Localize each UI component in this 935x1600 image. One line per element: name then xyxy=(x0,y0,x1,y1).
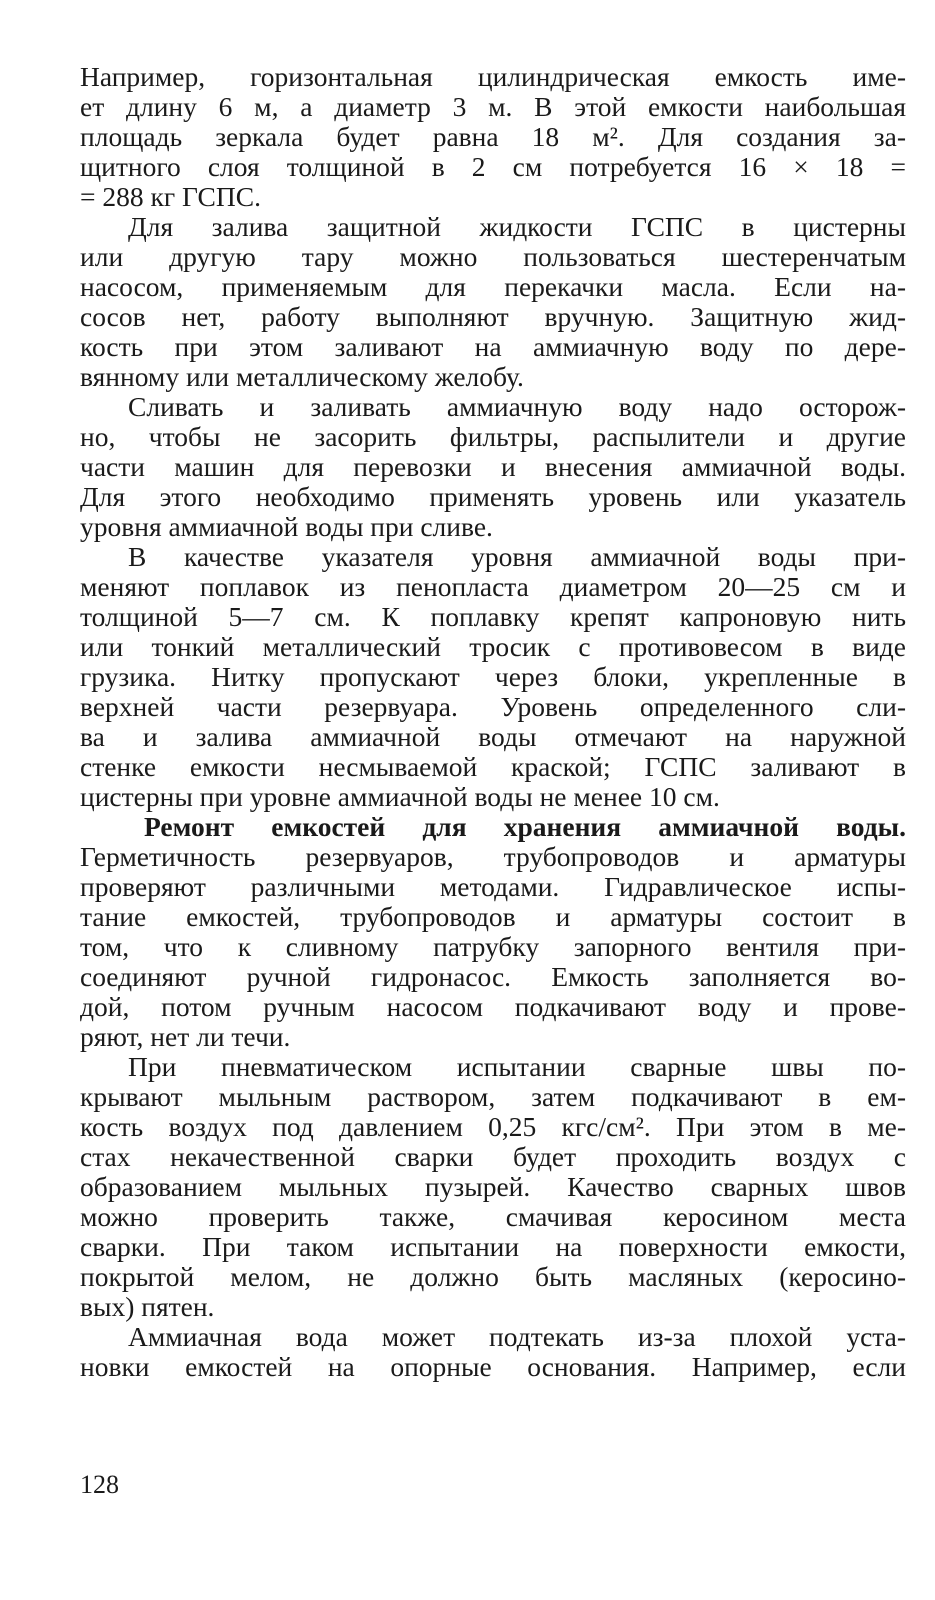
text-line: площадь зеркала будет равна 18 м². Для создания за- xyxy=(80,121,906,152)
text-line: грузика. Нитку пропускают через блоки, укрепленные в xyxy=(80,661,906,692)
text-line: стенке емкости несмываемой краской; ГСПС заливают в xyxy=(80,751,906,782)
page-number: 128 xyxy=(80,1470,119,1499)
text-line: кость при этом заливают на аммиачную воду по дере- xyxy=(80,331,906,362)
text-line: Герметичность резервуаров, трубопроводов и арматуры xyxy=(80,841,906,872)
text-line: новки емкостей на опорные основания. Например, если xyxy=(80,1351,906,1382)
text-line: проверяют различными методами. Гидравлическое испы- xyxy=(80,871,906,902)
text-line: части машин для перевозки и внесения аммиачной воды. xyxy=(80,451,906,482)
text-line: Аммиачная вода может подтекать из-за плохой уста- xyxy=(128,1321,906,1352)
text-line: можно проверить также, смачивая керосином места xyxy=(80,1201,906,1232)
text-line: соединяют ручной гидронасос. Емкость заполняется во- xyxy=(80,961,906,992)
paragraph xyxy=(80,1052,906,1322)
text-line: верхней части резервуара. Уровень определенного сли- xyxy=(80,691,906,722)
text-line: Сливать и заливать аммиачную воду надо осторож- xyxy=(128,391,906,422)
text-line: или тонкий металлический тросик с противовесом в виде xyxy=(80,631,906,662)
text-line: насосом, применяемым для перекачки масла. Если на- xyxy=(80,271,906,302)
page-text xyxy=(80,62,906,1382)
paragraph xyxy=(80,212,906,392)
text-line: кость воздух под давлением 0,25 кгс/см². При этом в ме- xyxy=(80,1111,906,1142)
section-heading-line xyxy=(80,812,906,842)
text-line: меняют поплавок из пенопласта диаметром 20—25 см и xyxy=(80,571,906,602)
text-line: При пневматическом испытании сварные швы по- xyxy=(128,1051,906,1082)
text-line: толщиной 5—7 см. К поплавку крепят капроновую нить xyxy=(80,601,906,632)
text-line: Для этого необходимо применять уровень или указатель xyxy=(80,481,906,512)
text-line: вянному или металлическому желобу. xyxy=(80,361,524,392)
text-line: образованием мыльных пузырей. Качество сварных швов xyxy=(80,1171,906,1202)
text-line: тание емкостей, трубопроводов и арматуры состоит в xyxy=(80,901,906,932)
text-line: стах некачественной сварки будет проходить воздух с xyxy=(80,1141,906,1172)
text-line: покрытой мелом, не должно быть масляных (керосино- xyxy=(80,1261,906,1292)
text-line: щитного слоя толщиной в 2 см потребуется 16 × 18 = xyxy=(80,151,906,182)
text-line: крывают мыльным раствором, затем подкачивают в ем- xyxy=(80,1081,906,1112)
text-line: уровня аммиачной воды при сливе. xyxy=(80,511,493,542)
paragraph xyxy=(80,542,906,812)
text-line: сосов нет, работу выполняют вручную. Защитную жид- xyxy=(80,301,906,332)
section-heading: Ремонт емкостей для хранения аммиачной воды. xyxy=(144,811,906,842)
text-line: = 288 кг ГСПС. xyxy=(80,181,261,212)
text-line: В качестве указателя уровня аммиачной воды при- xyxy=(128,541,906,572)
text-line: дой, потом ручным насосом подкачивают воду и прове- xyxy=(80,991,906,1022)
text-line: том, что к сливному патрубку запорного вентиля при- xyxy=(80,931,906,962)
text-line: вых) пятен. xyxy=(80,1291,215,1322)
text-line: сварки. При таком испытании на поверхности емкости, xyxy=(80,1231,906,1262)
section-repair xyxy=(80,812,906,1052)
text-line: Например, горизонтальная цилиндрическая емкость име- xyxy=(80,61,906,92)
text-line: или другую тару можно пользоваться шестеренчатым xyxy=(80,241,906,272)
paragraph xyxy=(80,62,906,212)
text-line: но, чтобы не засорить фильтры, распылители и другие xyxy=(80,421,906,452)
paragraph xyxy=(80,1322,906,1382)
text-line: ряют, нет ли течи. xyxy=(80,1021,291,1052)
text-line: ва и залива аммиачной воды отмечают на наружной xyxy=(80,721,906,752)
text-line: цистерны при уровне аммиачной воды не менее 10 см. xyxy=(80,781,720,812)
text-line: ет длину 6 м, а диаметр 3 м. В этой емкости наибольшая xyxy=(80,91,906,122)
text-line: Для залива защитной жидкости ГСПС в цистерны xyxy=(128,211,906,242)
paragraph xyxy=(80,392,906,542)
